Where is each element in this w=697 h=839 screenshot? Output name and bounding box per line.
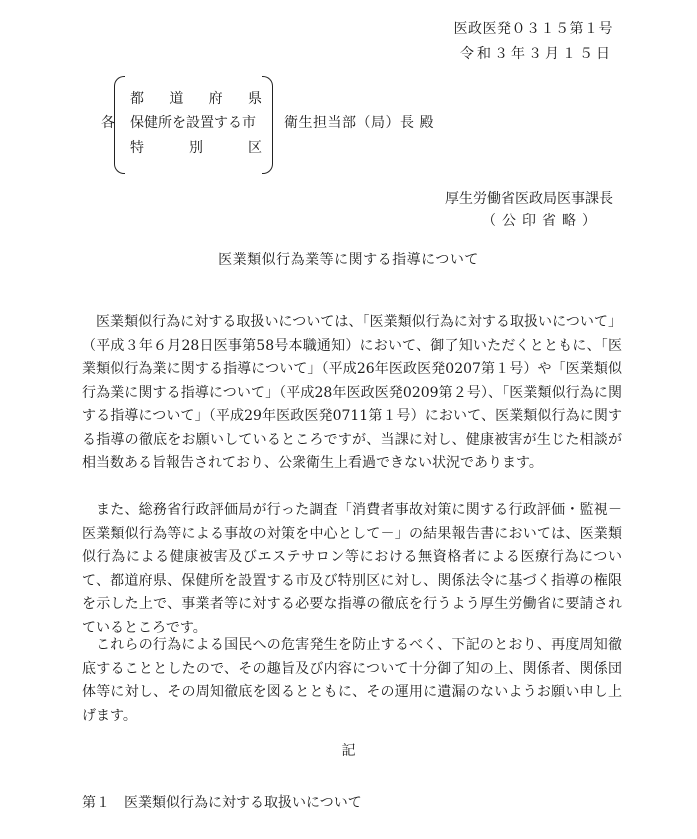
sender-seal-note: （公印省略） xyxy=(482,213,602,229)
recipient-bracket-right xyxy=(262,76,273,174)
body-paragraph-2: また、総務省行政評価局が行った調査「消費者事故対策に関する行政評価・監視－医業類似行為等による事故の対策を中心として－」の結果報告書においては、医業類似行為による健康被害及びエステサロン等における無資格者による医療行為について、都道府県、保健所を設置する市及び特別区に対し、関係法令に基づく指導の権限を示した上で、事業者等に対する必要な指導の徹底を行うよう厚生労働省に要請されているところです。 xyxy=(82,502,622,636)
recipient-health-center-cities: 保健所を設置する市 xyxy=(130,115,256,131)
recipient-addressee: 衛生担当部（局）長 殿 xyxy=(284,115,434,131)
section-1-heading: 第１ 医業類似行為に対する取扱いについて xyxy=(82,795,362,811)
sender-organization: 厚生労働省医政局医事課長 xyxy=(445,191,613,207)
document-date: 令和３年３月１５日 xyxy=(460,46,613,62)
document-subject: 医業類似行為業等に関する指導について xyxy=(218,252,479,268)
recipient-special-wards: 特 別 区 xyxy=(130,140,262,156)
recipient-prefectures: 都 道 府 県 xyxy=(130,91,262,107)
notation-ki: 記 xyxy=(341,743,356,759)
recipient-bracket-left xyxy=(114,76,125,174)
body-paragraph-3: これらの行為による国民への危害発生を防止するべく、下記のとおり、再度周知徹底することとしたので、その趣旨及び内容について十分御了知の上、関係者、関係団体等に対し、その周知徹底を図るとともに、その運用に遺漏のないようお願い申し上げます。 xyxy=(82,637,622,724)
body-paragraph-1: 医業類似行為に対する取扱いについては、「医業類似行為に対する取扱いについて」（平成３年６月28日医事第58号本職通知）において、御了知いただくとともに、「医業類似行為業に関する指導について」（平成26年医政医発0207第１号）や「医業類似行為業に関する指導について」（平成28年医政医発0209第２号）、「医業類似行為に関する指導について」（平成29年医政医発0711第１号）において、医業類似行為に関する指導の徹底をお願いしているところですが、当課に対し、健康被害が生じた相談が相当数ある旨報告されており、公衆衛生上看過できない状況であります。 xyxy=(82,314,622,471)
document-number: 医政医発０３１５第１号 xyxy=(453,21,613,37)
recipient-prefix: 各 xyxy=(101,115,115,131)
